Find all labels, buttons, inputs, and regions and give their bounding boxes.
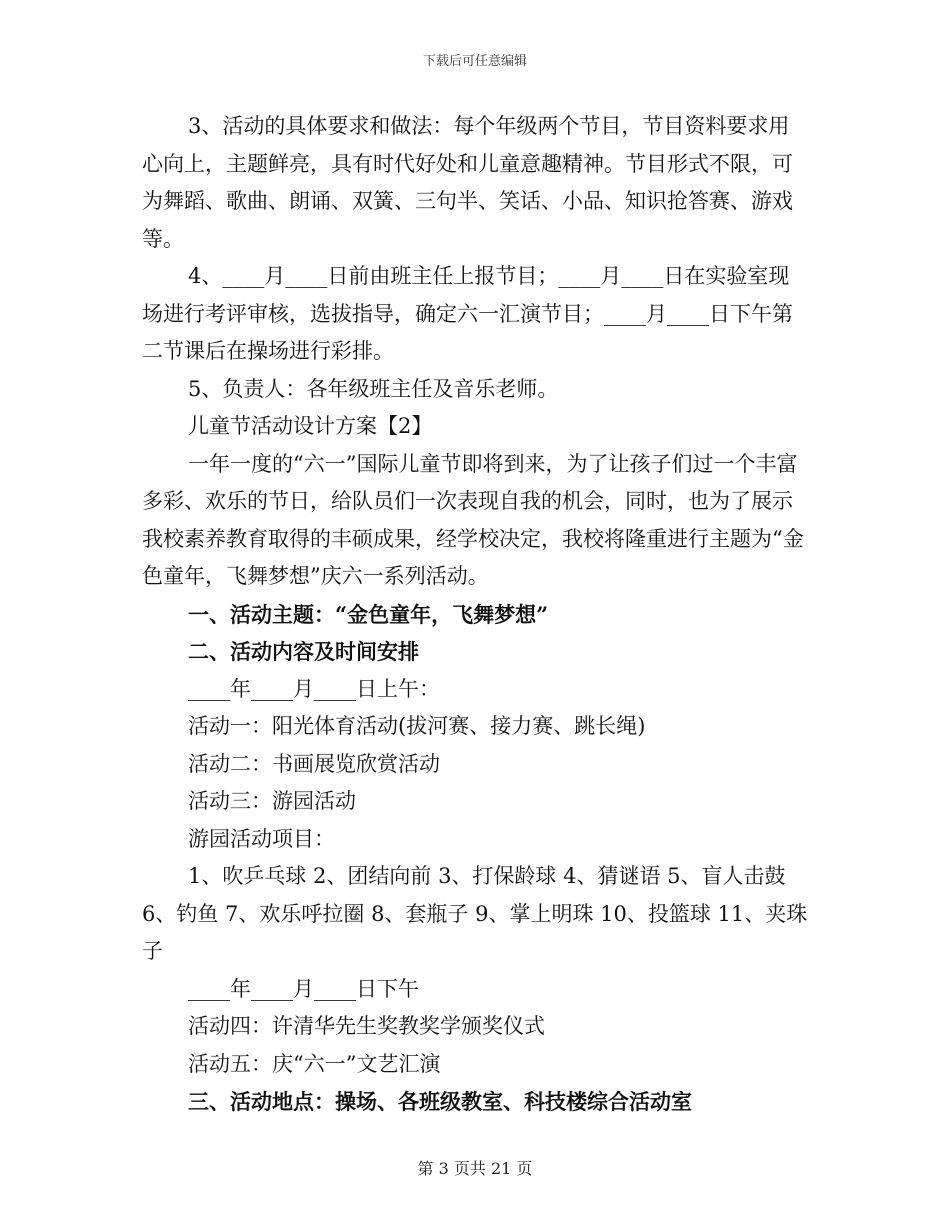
section-title-plan-2: 儿童节活动设计方案【2】 — [188, 414, 433, 438]
line-afternoon-date: ____年____月____日下午 — [188, 976, 419, 1001]
line-activity-2: 活动二：书画展览欣赏活动 — [188, 751, 440, 776]
line-activity-5: 活动五：庆“六一”文艺汇演 — [188, 1051, 441, 1076]
paragraph-introduction: 一年一度的“六一”国际儿童节即将到来，为了让孩子们过一个丰富多彩、欢乐的节日，给队员们一次表现自我的机会，同时，也为了展示我校素养教育取得的丰硕成果，经学校决定，我校将隆重进行主题为“金色童年，飞舞梦想”庆六一系列活动。 — [142, 451, 804, 588]
line-activity-1: 活动一：阳光体育活动(拔河赛、接力赛、跳长绳) — [188, 714, 646, 738]
heading-activity-theme: 一、活动主题：“金色童年，飞舞梦想” — [188, 601, 549, 627]
page-number-footer: 第 3 页共 21 页 — [417, 1159, 533, 1178]
line-morning-date: ____年____月____日上午： — [188, 676, 440, 701]
line-activity-4: 活动四：许清华先生奖教奖学颁奖仪式 — [188, 1014, 545, 1038]
paragraph-schedule: 4、____月____日前由班主任上报节目；____月____日在实验室现场进行考评审核，选拔指导，确定六一汇演节目；____月____日下午第二节课后在操场进行彩排。 — [142, 264, 793, 363]
page-header-note: 下载后可任意编辑 — [422, 54, 527, 69]
paragraph-requirements: 3、活动的具体要求和做法：每个年级两个节目，节目资料要求用心向上，主题鲜亮，具有时代好处和儿童意趣精神。节目形式不限，可为舞蹈、歌曲、朗诵、双簧、三句半、笑话、小品、知识抢答赛、游戏等。 — [142, 114, 793, 251]
line-activity-3: 活动三：游园活动 — [188, 789, 356, 813]
paragraph-garden-items: 1、吹乒乓球 2、团结向前 3、打保龄球 4、猜谜语 5、盲人击鼓 6、钓鱼 7、欢乐呼拉圈 8、套瓶子 9、掌上明珠 10、投篮球 11、夹珠子 — [142, 864, 808, 963]
line-garden-items-title: 游园活动项目： — [188, 826, 335, 851]
paragraph-responsible: 5、负责人：各年级班主任及音乐老师。 — [188, 376, 559, 401]
document-body — [142, 108, 810, 1121]
heading-activity-location: 三、活动地点：操场、各班级教室、科技楼综合活动室 — [188, 1089, 692, 1114]
heading-activity-content: 二、活动内容及时间安排 — [188, 639, 419, 664]
